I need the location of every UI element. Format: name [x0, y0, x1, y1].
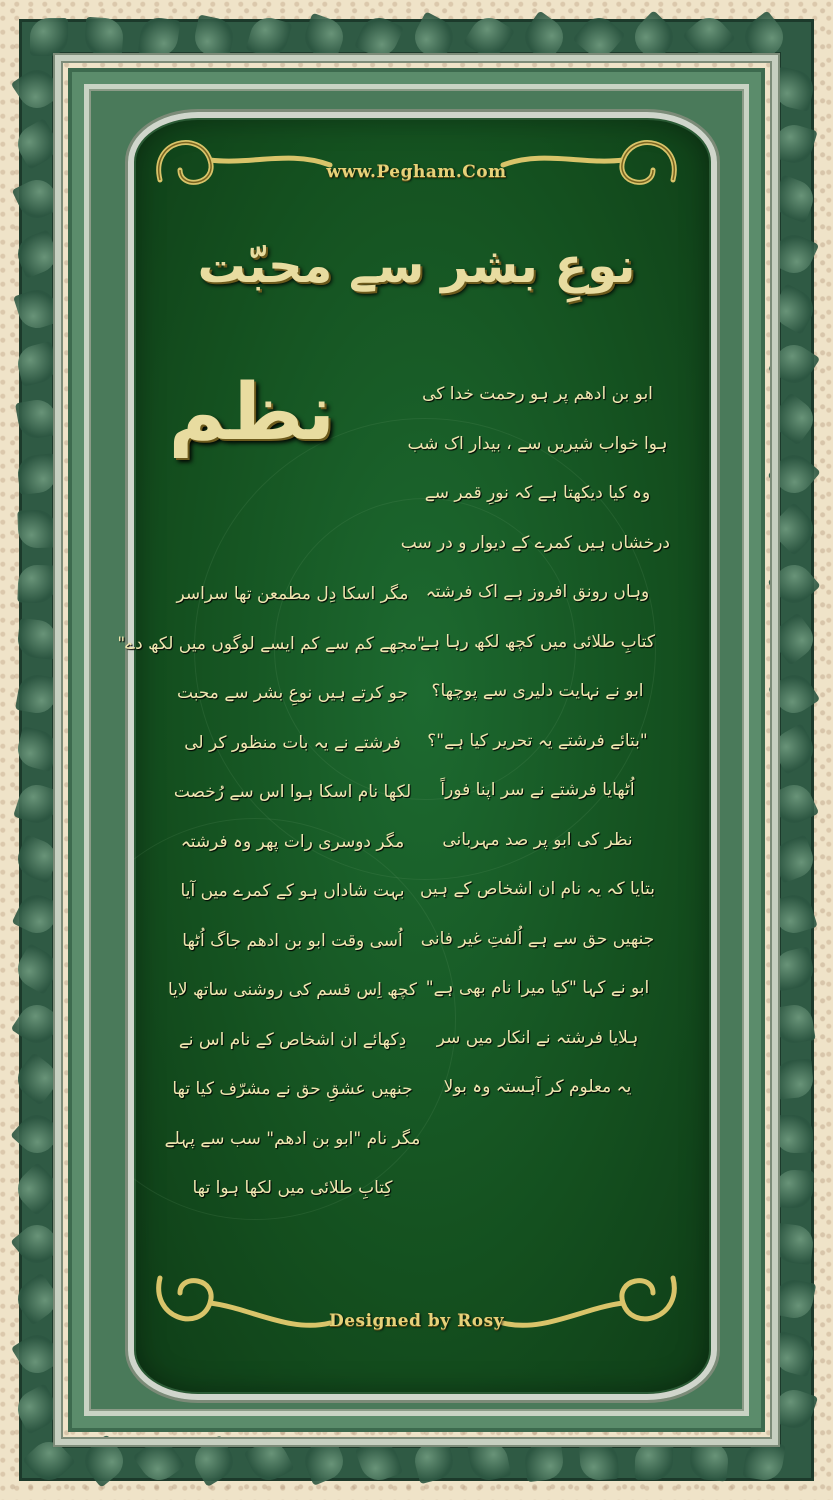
- poem-line: "بتائے فرشتے یہ تحریر کیا ہے"؟: [427, 730, 648, 751]
- poem-line: درخشاں ہیں کمرے کے دیوار و در سب: [400, 532, 670, 553]
- poem-line: مگر نام "ابو بن ادھم" سب سے پہلے: [164, 1128, 421, 1149]
- poem-line: بہت شاداں ہو کے کمرے میں آیا: [180, 881, 405, 901]
- poem-line: ابو بن ادھم پر ہو رحمت خدا کی: [422, 384, 653, 404]
- poem-line: لکھا نام اسکا ہوا اس سے رُخصت: [173, 782, 412, 802]
- poem-line: جو کرتے ہیں نوعِ بشر سے محبت: [177, 683, 408, 703]
- poem-left-column: [117, 570, 425, 1214]
- poem-line: نظر کی ابو پر صد مہربانی: [442, 829, 633, 850]
- bottom-scroll-ornament: [140, 1258, 693, 1358]
- poem-line: اُسی وقت ابو بن ادھم جاگ اُٹھا: [182, 930, 403, 951]
- poem-line: "مجھے کم سے کم ایسے لوگوں میں لکھ دے": [117, 633, 425, 654]
- poem-line: بتایا کہ یہ نام ان اشخاص کے ہیں: [420, 879, 655, 899]
- poem-line: کچھ اِس قسم کی روشنی ساتھ لایا: [167, 980, 418, 1000]
- nazm-label: نظم: [168, 368, 335, 458]
- poem-title: نوعِ بشر سے محبّت: [197, 238, 636, 294]
- leaf-icon: [30, 18, 68, 56]
- poem-right-column: [400, 370, 670, 1113]
- poem-line: جنھیں حق سے ہے اُلفتِ غیر فانی: [420, 928, 655, 949]
- poem-line: جنھیں عشقِ حق نے مشرّف کیا تھا: [172, 1079, 413, 1099]
- poem-line: کِتابِ طلائی میں لکھا ہوا تھا: [192, 1178, 393, 1198]
- site-url: www.Pegham.Com: [326, 162, 507, 182]
- poem-line: کتابِ طلائی میں کچھ لکھ رہا ہے: [420, 631, 655, 652]
- poem-line: ہلایا فرشتہ نے انکار میں سر: [436, 1027, 639, 1048]
- poem-line: وہ کیا دیکھتا ہے کہ نورِ قمر سے: [424, 483, 651, 503]
- poem-line: فرشتے نے یہ بات منظور کر لی: [184, 732, 401, 753]
- designer-credit: Designed by Rosy: [328, 1311, 505, 1331]
- poem-line: ابو نے نہایت دلیری سے پوچھا؟: [431, 681, 644, 701]
- poem-line: وہاں رونق افروز ہے اک فرشتہ: [425, 582, 650, 602]
- poem-line: ہوا خواب شیریں سے ، بیدار اک شب: [407, 433, 668, 454]
- poem-line: مگر دوسری رات پھر وہ فرشتہ: [180, 831, 405, 852]
- poem-line: یہ معلوم کر آہستہ وہ بولا: [443, 1077, 632, 1097]
- poem-line: اُٹھایا فرشتے نے سر اپنا فوراً: [440, 780, 635, 800]
- poem-line: دِکھائے ان اشخاص کے نام اس نے: [178, 1029, 407, 1050]
- leaf-icon: [775, 1115, 814, 1154]
- poem-line: مگر اسکا دِل مطمعن تھا سراسر: [176, 584, 409, 604]
- poem-line: ابو نے کہا "کیا میرا نام بھی ہے": [425, 978, 650, 998]
- leaf-icon: [17, 509, 56, 548]
